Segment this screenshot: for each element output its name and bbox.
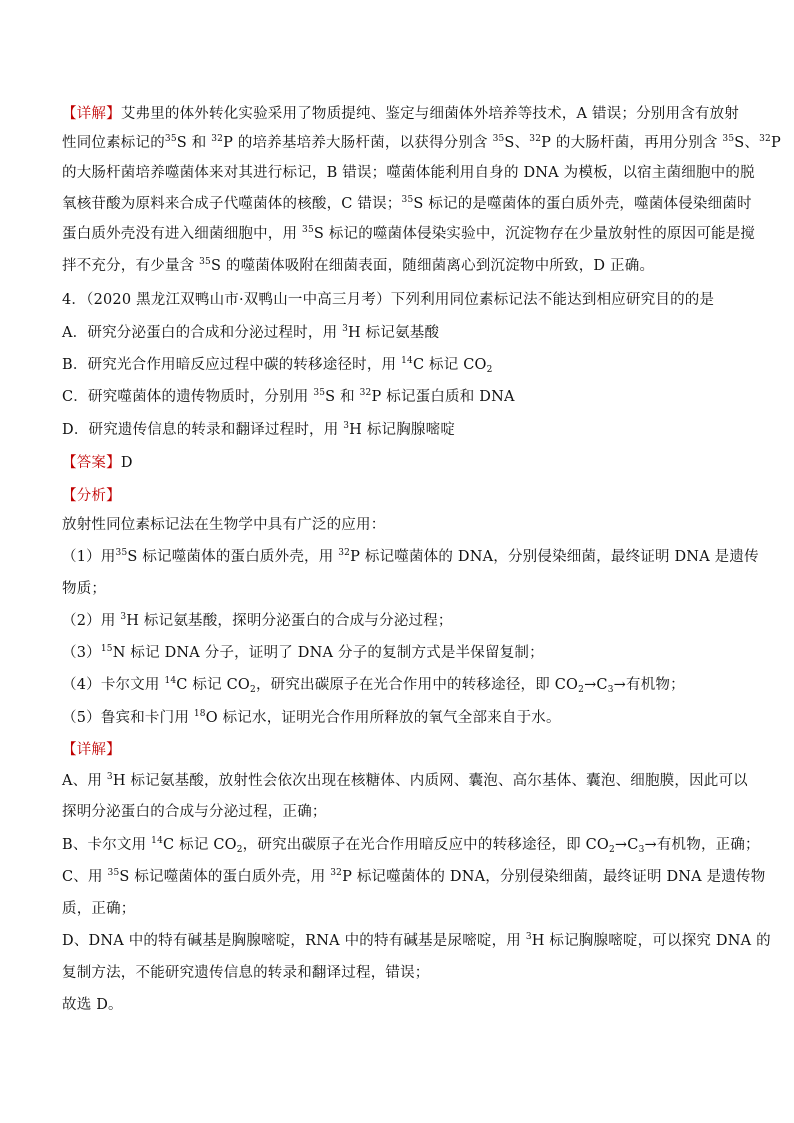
- detail-heading: [62, 740, 732, 760]
- detail-line-0: A、用 $^3$H 标记氨基酸，放射性会依次出现在核糖体、内质网、囊泡、高尔基体、囊泡、细胞膜，因此可以: [62, 772, 748, 789]
- detail-tag: 【详解】: [62, 742, 121, 758]
- superscript: 35: [492, 134, 505, 144]
- subscript: 2: [608, 845, 615, 855]
- detail-line-4: 质，正确；: [62, 901, 136, 917]
- analysis-line-0: 放射性同位素标记法在生物学中具有广泛的应用：: [62, 517, 386, 533]
- superscript: 32: [338, 548, 351, 558]
- superscript: 14: [151, 836, 164, 846]
- analysis-line-1: （1）用$^{35}$S 标记噬菌体的蛋白质外壳，用 $^{32}$P 标记噬菌体的 DNA，分别侵染细菌，最终证明 DNA 是遗传: [62, 548, 759, 565]
- superscript: 3: [106, 772, 113, 782]
- superscript: 35: [107, 868, 120, 878]
- superscript: 18: [193, 709, 206, 719]
- analysis-heading: [62, 486, 732, 506]
- subscript: 2: [578, 685, 585, 695]
- analysis-tag: 【分析】: [62, 488, 121, 504]
- superscript: 15: [100, 644, 113, 654]
- superscript: 35: [302, 225, 314, 235]
- prev-detail-line-0: [62, 104, 739, 124]
- superscript: 3: [525, 932, 532, 942]
- detail-line-7: 故选 D。: [62, 997, 123, 1013]
- superscript: 35: [199, 257, 211, 267]
- analysis-line-2: 物质；: [62, 581, 107, 597]
- superscript: 32: [211, 134, 224, 144]
- superscript: 32: [759, 134, 771, 144]
- question-option-d: D．研究遗传信息的转录和翻译过程时，用 $^3$H 标记胸腺嘧啶: [62, 421, 456, 438]
- subscript: 2: [250, 685, 256, 695]
- answer-tag: 【答案】: [62, 455, 121, 471]
- question-stem: 4．（2020 黑龙江双鸭山市·双鸭山一中高三月考）下列利用同位素标记法不能达到相应研究目的的是: [62, 292, 715, 308]
- superscript: 3: [120, 612, 127, 622]
- detail-line-3: C、用 $^{35}$S 标记噬菌体的蛋白质外壳，用 $^{32}$P 标记噬菌体的 DNA，分别侵染细菌，最终证明 DNA 是遗传物: [62, 868, 766, 885]
- prev-detail-line-3: 氧核苷酸为原料来合成子代噬菌体的核酸，C 错误；$^{35}$S 标记的是噬菌体的蛋白质外壳，噬菌体侵染细菌时: [62, 195, 752, 212]
- prev-detail-line-2: 的大肠杆菌培养噬菌体来对其进行标记，B 错误；噬菌体能利用自身的 DNA 为模板，以宿主菌细胞中的脱: [62, 165, 755, 181]
- superscript: 32: [529, 134, 542, 144]
- analysis-line-3: （2）用 $^3$H 标记氨基酸，探明分泌蛋白的合成与分泌过程；: [62, 612, 453, 629]
- detail-line-2: B、卡尔文用 $^{14}$C 标记 $CO_2$，研究出碳原子在光合作用暗反应中的转移途径，即 $CO_2\to C_3\to$有机物，正确；: [62, 836, 760, 855]
- answer-value: D: [120, 455, 133, 471]
- subscript: 3: [638, 845, 645, 855]
- detail-line-5: D、DNA 中的特有碱基是胸腺嘧啶，RNA 中的特有碱基是尿嘧啶，用 $^3$H 标记胸腺嘧啶，可以探究 DNA 的: [62, 932, 771, 949]
- superscript: 35: [164, 134, 177, 144]
- subscript: 3: [607, 685, 614, 695]
- analysis-line-4: $(3)^{15}N$ 标记 DNA 分子，证明了 DNA 分子的复制方式是半保留复制；: [62, 644, 544, 661]
- prev-detail-line-1: 性同位素标记的$^{35}$S 和 $^{32}$P 的培养基培养大肠杆菌，以获得分别含 $^{35}$S、$^{32}$P 的大肠杆菌，再用分别含 $^{35}$S、$^{32}$P: [62, 134, 781, 151]
- question-option-b: B．研究光合作用暗反应过程中碳的转移途径时，用 $^{14}$C 标记 $CO_2$: [62, 356, 493, 375]
- analysis-line-6: （5）鲁宾和卡门用 $^{18}$O 标记水，证明光合作用所释放的氧气全部来自于水。: [62, 709, 561, 726]
- question-option-c: C．研究噬菌体的遗传物质时，分别用 $^{35}$S 和 $^{32}$P 标记蛋白质和 DNA: [62, 388, 515, 405]
- superscript: 3: [343, 421, 350, 431]
- superscript: 35: [722, 134, 735, 144]
- superscript: 3: [342, 324, 349, 334]
- answer-line: [62, 453, 732, 473]
- subscript: 2: [486, 365, 493, 375]
- superscript: 32: [330, 868, 343, 878]
- prev-detail-text-0: 艾弗里的体外转化实验采用了物质提纯、鉴定与细菌体外培养等技术，A 错误；分别用含有放射: [120, 106, 739, 122]
- detail-line-1: 探明分泌蛋白的合成与分泌过程，正确；: [62, 804, 327, 820]
- analysis-line-5: （4）卡尔文用 $^{14}$C 标记 $CO_2$，研究出碳原子在光合作用中的转移途径，即 $CO_2\to C_3\to$有机物；: [62, 676, 685, 695]
- prev-detail-tag: 【详解】: [62, 106, 121, 122]
- superscript: 14: [401, 356, 413, 366]
- superscript: 32: [359, 388, 372, 398]
- prev-detail-line-5: 拌不充分，有少量含 $^{35}$S 的噬菌体吸附在细菌表面，随细菌离心到沉淀物中所致，D 正确。: [62, 257, 655, 274]
- subscript: 2: [236, 845, 243, 855]
- detail-line-6: 复制方法，不能研究遗传信息的转录和翻译过程，错误；: [62, 965, 430, 981]
- superscript: 14: [164, 676, 177, 686]
- question-option-a: A．研究分泌蛋白的合成和分泌过程时，用 $^3$H 标记氨基酸: [62, 324, 440, 341]
- superscript: 35: [401, 195, 414, 205]
- superscript: 35: [115, 548, 128, 558]
- prev-detail-line-4: 蛋白质外壳没有进入细菌细胞中，用 $^{35}$S 标记的噬菌体侵染实验中，沉淀物存在少量放射性的原因可能是搅: [62, 225, 756, 242]
- superscript: 35: [313, 388, 326, 398]
